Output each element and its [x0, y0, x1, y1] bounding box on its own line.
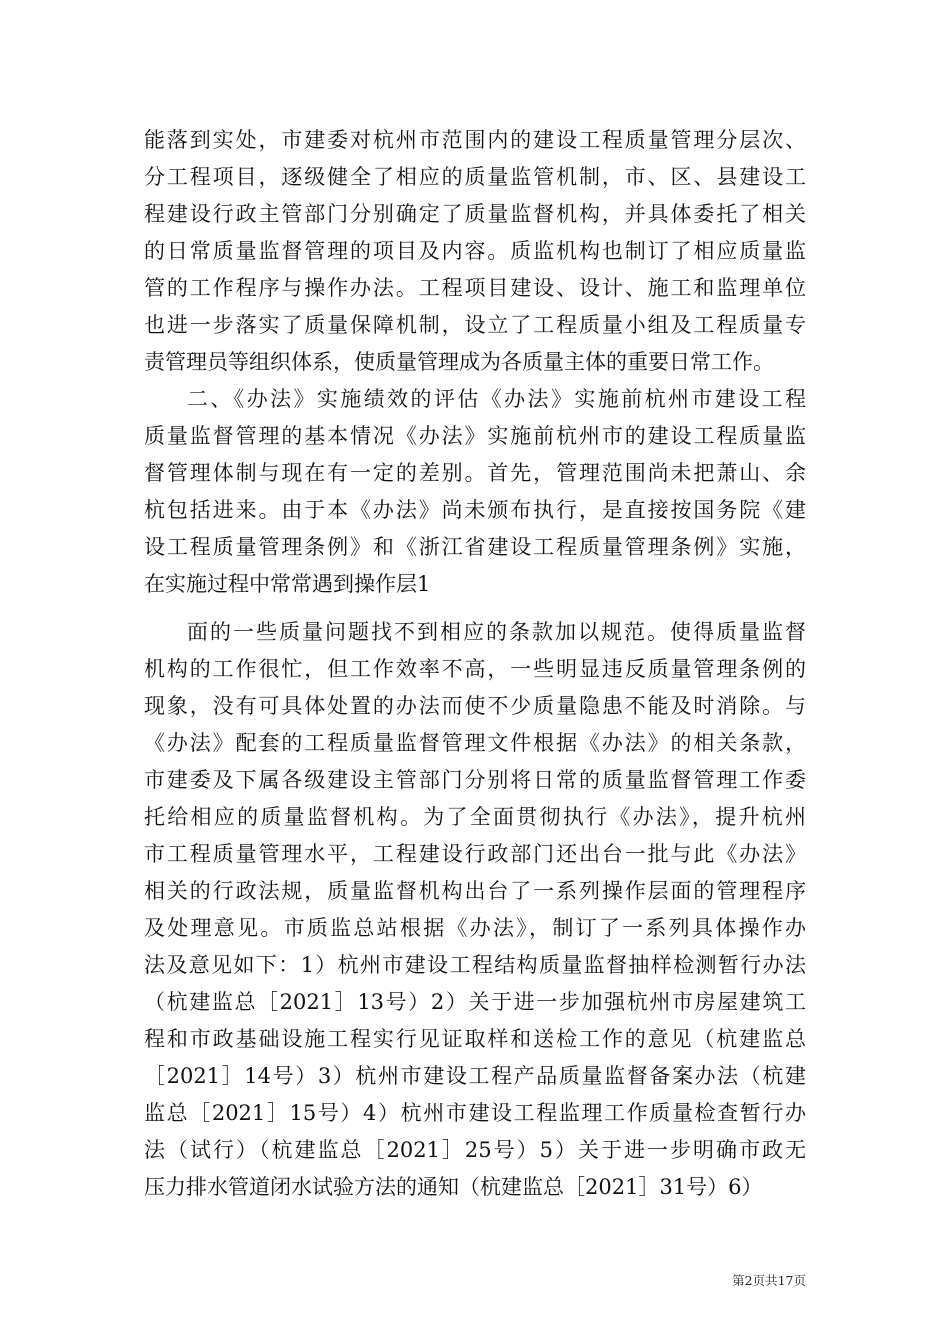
text-line: 及处理意见。市质监总站根据《办法》，制订了一系列具体操作办 [144, 916, 806, 940]
text-line: 能落到实处，市建委对杭州市范围内的建设工程质量管理分层次、 [144, 128, 806, 152]
text-line: 托给相应的质量监督机构。为了全面贯彻执行《办法》，提升杭州 [144, 805, 806, 829]
text-line: 法及意见如下：1）杭州市建设工程结构质量监督抽样检测暂行办法 [144, 953, 806, 977]
text-line: 市工程质量管理水平，工程建设行政部门还出台一批与此《办法》 [144, 842, 806, 866]
text-line: 质量监督管理的基本情况《办法》实施前杭州市的建设工程质量监 [144, 424, 806, 448]
text-line: 面的一些质量问题找不到相应的条款加以规范。使得质量监督 [187, 620, 806, 644]
text-line: 在实施过程中常常遇到操作层1 [144, 572, 431, 596]
text-line: 监总［2021］15号）4）杭州市建设工程监理工作质量检查暂行办 [144, 1101, 806, 1125]
text-line: 相关的行政法规，质量监督机构出台了一系列操作层面的管理程序 [144, 879, 806, 903]
body-text [144, 122, 806, 1206]
paragraph-3 [144, 614, 806, 1206]
text-line: ［2021］14号）3）杭州市建设工程产品质量监督备案办法（杭建 [144, 1064, 806, 1088]
text-line: 现象，没有可具体处置的办法而使不少质量隐患不能及时消除。与 [144, 694, 806, 718]
text-line: 督管理体制与现在有一定的差别。首先，管理范围尚未把萧山、余 [144, 461, 806, 485]
page-number-footer: 第2页共17页 [732, 1273, 806, 1288]
text-line: 法（试行）（杭建监总［2021］25号）5）关于进一步明确市政无 [144, 1138, 806, 1162]
text-line: 也进一步落实了质量保障机制，设立了工程质量小组及工程质量专 [144, 313, 806, 337]
paragraph-gap [144, 603, 806, 614]
paragraph-1 [144, 122, 806, 381]
text-line: 分工程项目，逐级健全了相应的质量监管机制，市、区、县建设工 [144, 165, 806, 189]
text-line: 程建设行政主管部门分别确定了质量监督机构，并具体委托了相关 [144, 202, 806, 226]
paragraph-2 [144, 381, 806, 603]
text-line: 二、《办法》实施绩效的评估《办法》实施前杭州市建设工程 [187, 387, 806, 411]
text-line: 责管理员等组织体系，使质量管理成为各质量主体的重要日常工作。 [144, 350, 774, 374]
text-line: 压力排水管道闭水试验方法的通知（杭建监总［2021］31号）6） [144, 1175, 763, 1199]
text-line: 的日常质量监督管理的项目及内容。质监机构也制订了相应质量监 [144, 239, 806, 263]
text-line: 设工程质量管理条例》和《浙江省建设工程质量管理条例》实施， [144, 535, 806, 559]
text-line: 机构的工作很忙，但工作效率不高，一些明显违反质量管理条例的 [144, 657, 806, 681]
text-line: 《办法》配套的工程质量监督管理文件根据《办法》的相关条款， [144, 731, 806, 755]
text-line: 市建委及下属各级建设主管部门分别将日常的质量监督管理工作委 [144, 768, 806, 792]
text-line: 管的工作程序与操作办法。工程项目建设、设计、施工和监理单位 [144, 276, 806, 300]
text-line: （杭建监总［2021］13号）2）关于进一步加强杭州市房屋建筑工 [144, 990, 806, 1014]
text-line: 程和市政基础设施工程实行见证取样和送检工作的意见（杭建监总 [144, 1027, 806, 1051]
text-line: 杭包括进来。由于本《办法》尚未颁布执行，是直接按国务院《建 [144, 498, 806, 522]
